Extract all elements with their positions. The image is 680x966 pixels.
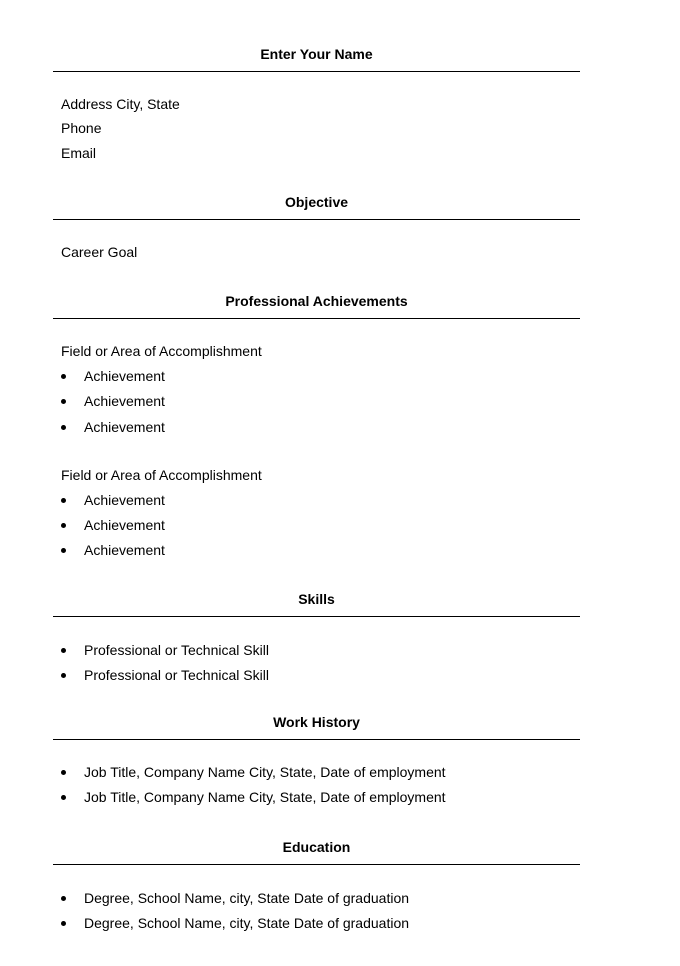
bullet-icon bbox=[61, 425, 66, 430]
contact-address: Address City, State bbox=[61, 96, 180, 112]
achievement-field: Field or Area of Accomplishment bbox=[61, 467, 262, 483]
achievement-text: Achievement bbox=[84, 393, 165, 409]
work-text: Job Title, Company Name City, State, Date of employment bbox=[84, 764, 446, 780]
section-title-objective: Objective bbox=[284, 194, 349, 210]
bullet-icon bbox=[61, 921, 66, 926]
divider-achievements bbox=[53, 318, 580, 319]
bullet-icon bbox=[61, 673, 66, 678]
bullet-icon bbox=[61, 374, 66, 379]
education-text: Degree, School Name, city, State Date of graduation bbox=[84, 890, 410, 906]
skill-text: Professional or Technical Skill bbox=[84, 642, 269, 658]
achievement-text: Achievement bbox=[84, 517, 165, 533]
bullet-icon bbox=[61, 795, 66, 800]
section-title-achievements: Professional Achievements bbox=[225, 293, 408, 309]
achievement-text: Achievement bbox=[84, 368, 165, 384]
bullet-icon bbox=[61, 648, 66, 653]
section-title-skills: Skills bbox=[298, 591, 335, 607]
skill-text: Professional or Technical Skill bbox=[84, 667, 269, 683]
bullet-icon bbox=[61, 399, 66, 404]
achievement-text: Achievement bbox=[84, 419, 165, 435]
divider-skills bbox=[53, 616, 580, 617]
contact-email: Email bbox=[61, 145, 97, 161]
divider-objective bbox=[53, 219, 580, 220]
bullet-icon bbox=[61, 523, 66, 528]
bullet-icon bbox=[61, 498, 66, 503]
bullet-icon bbox=[61, 770, 66, 775]
contact-phone: Phone bbox=[61, 120, 102, 136]
section-title-education: Education bbox=[282, 839, 351, 855]
divider-name bbox=[53, 71, 580, 72]
divider-education bbox=[53, 864, 580, 865]
section-title-work-history: Work History bbox=[273, 714, 360, 730]
achievement-field: Field or Area of Accomplishment bbox=[61, 343, 262, 359]
bullet-icon bbox=[61, 548, 66, 553]
education-text: Degree, School Name, city, State Date of graduation bbox=[84, 915, 410, 931]
achievement-text: Achievement bbox=[84, 492, 165, 508]
resume-name: Enter Your Name bbox=[260, 46, 373, 62]
divider-work-history bbox=[53, 739, 580, 740]
bullet-icon bbox=[61, 896, 66, 901]
achievement-text: Achievement bbox=[84, 542, 165, 558]
work-text: Job Title, Company Name City, State, Date of employment bbox=[84, 789, 446, 805]
objective-text: Career Goal bbox=[61, 244, 138, 260]
